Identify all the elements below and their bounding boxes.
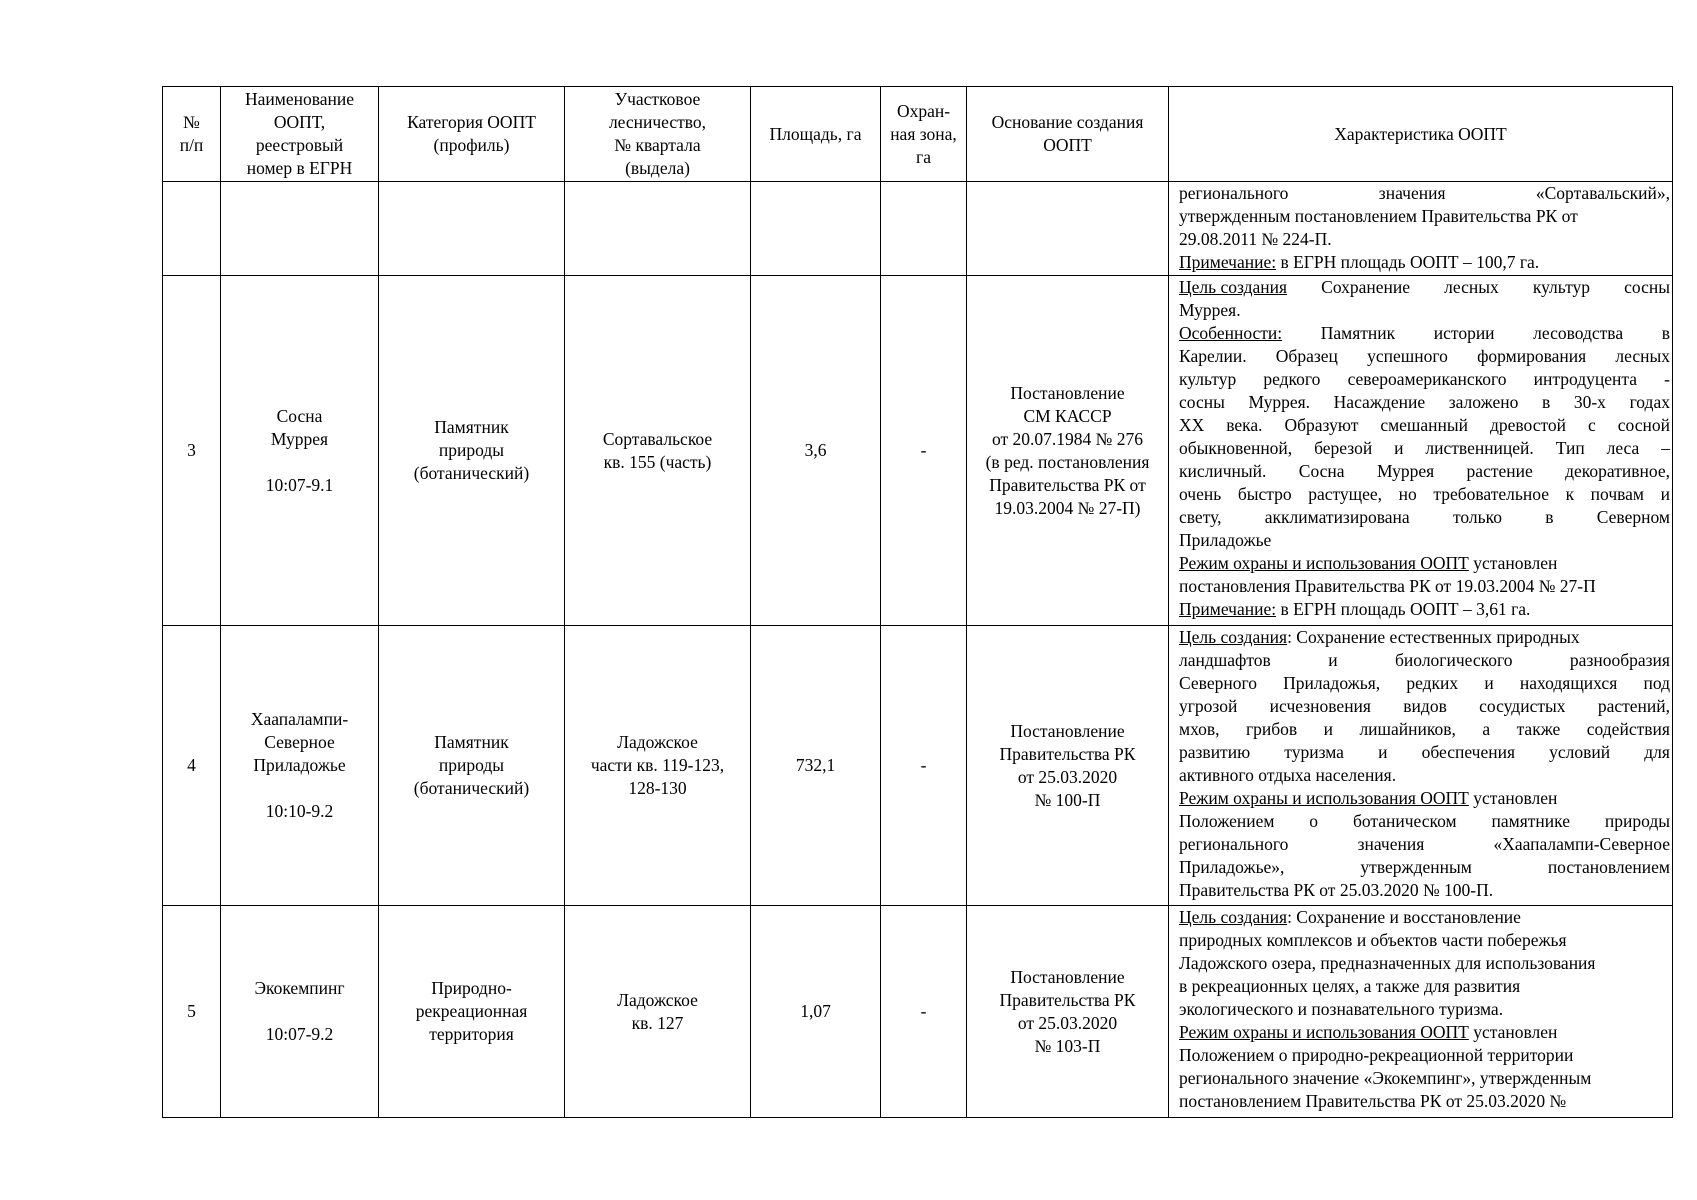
- char-line: Положением о природно-рекреационной территории: [1179, 1045, 1574, 1065]
- char-line: обыкновенной, березой и лиственницей. Тип леса –: [1179, 438, 1670, 458]
- char-line: Цель создания: Сохранение естественных природных: [1179, 627, 1580, 647]
- row-basis: Постановление СМ КАССР от 20.07.1984 № 276 (в ред. постановления Правительства РК от 19.03.2004 № 27-П): [967, 276, 1169, 626]
- row-zone: -: [881, 626, 967, 906]
- row-name: Сосна Муррея 10:07-9.1: [221, 276, 379, 626]
- char-line: регионального значение «Экокемпинг», утвержденным: [1179, 1068, 1592, 1088]
- char-cell: [1169, 906, 1673, 1118]
- char-line: угрозой исчезновения видов сосудистых растений,: [1179, 696, 1670, 716]
- char-line: сосны Муррея. Насаждение заложено в 30-х годах: [1179, 392, 1670, 412]
- row-reg-number: 10:10-9.2: [265, 801, 334, 821]
- row-num: 3: [163, 276, 221, 626]
- char-line: ландшафтов и биологического разнообразия: [1179, 650, 1670, 670]
- char-line: Режим охраны и использования ООПТ установлен: [1179, 553, 1558, 573]
- row-name: Хаапалампи- Северное Приладожье 10:10-9.2: [221, 626, 379, 906]
- char-line: свету, акклиматизирована только в Северном: [1179, 507, 1670, 527]
- char-line: Правительства РК от 25.03.2020 № 100-П.: [1179, 880, 1494, 900]
- row-basis: Постановление Правительства РК от 25.03.2020 № 103-П: [967, 906, 1169, 1118]
- row-reg-number: 10:07-9.2: [265, 1024, 334, 1044]
- char-line: 29.08.2011 № 224-П.: [1179, 229, 1332, 249]
- row-category: Природно- рекреационная территория: [379, 906, 565, 1118]
- char-line: Режим охраны и использования ООПТ установлен: [1179, 1022, 1558, 1042]
- char-cell: [1169, 276, 1673, 626]
- char-line: постановлением Правительства РК от 25.03.2020 №: [1179, 1091, 1567, 1111]
- char-line: Карелии. Образец успешного формирования лесных: [1179, 346, 1670, 366]
- char-line: регионального значения «Хаапалампи-Северное: [1179, 834, 1670, 854]
- row-num: 5: [163, 906, 221, 1118]
- header-area: Площадь, га: [751, 87, 881, 182]
- header-category: Категория ООПТ (профиль): [379, 87, 565, 182]
- char-line: регионального значения «Сортавальский»,: [1179, 183, 1670, 203]
- char-line: постановления Правительства РК от 19.03.2004 № 27-П: [1179, 576, 1596, 596]
- row-category: Памятник природы (ботанический): [379, 276, 565, 626]
- row-category: Памятник природы (ботанический): [379, 626, 565, 906]
- char-line: мхов, грибов и лишайников, а также содействия: [1179, 719, 1670, 739]
- char-line: кисличный. Сосна Муррея растение декоративное,: [1179, 461, 1670, 481]
- char-cell-continuation: [1169, 182, 1673, 276]
- char-line: Приладожье: [1179, 530, 1272, 550]
- table-row-3: [163, 276, 1673, 626]
- header-name: Наименование ООПТ, реестровый номер в ЕГРН: [221, 87, 379, 182]
- row-zone: -: [881, 276, 967, 626]
- char-line: очень быстро растущее, но требовательное к почвам и: [1179, 484, 1670, 504]
- char-line: Примечание: в ЕГРН площадь ООПТ – 3,61 га.: [1179, 599, 1531, 619]
- row-forestry: Сортавальское кв. 155 (часть): [565, 276, 751, 626]
- char-line: развитию туризма и обеспечения условий для: [1179, 742, 1670, 762]
- row-zone: -: [881, 906, 967, 1118]
- char-line: XX века. Образуют смешанный древостой с сосной: [1179, 415, 1670, 435]
- table-row-4: [163, 626, 1673, 906]
- char-line: природных комплексов и объектов части побережья: [1179, 930, 1567, 950]
- char-line: экологического и познавательного туризма.: [1179, 999, 1504, 1019]
- row-name: Экокемпинг 10:07-9.2: [221, 906, 379, 1118]
- header-basis: Основание создания ООПТ: [967, 87, 1169, 182]
- char-line: Положением о ботаническом памятнике природы: [1179, 811, 1670, 831]
- table-row-continuation: [163, 182, 1673, 276]
- char-line: Приладожье», утвержденным постановлением: [1179, 857, 1670, 877]
- char-line: Особенности: Памятник истории лесоводства в: [1179, 323, 1670, 343]
- char-line: Примечание: в ЕГРН площадь ООПТ – 100,7 га.: [1179, 252, 1540, 272]
- header-row: [163, 87, 1673, 182]
- char-line: Цель создания Сохранение лесных культур сосны: [1179, 277, 1670, 297]
- header-zone: Охран- ная зона, га: [881, 87, 967, 182]
- char-line: Северного Приладожья, редких и находящихся под: [1179, 673, 1670, 693]
- header-char: Характеристика ООПТ: [1169, 87, 1673, 182]
- char-line: Муррея.: [1179, 300, 1241, 320]
- row-area: 1,07: [751, 906, 881, 1118]
- char-line: в рекреационных целях, а также для развития: [1179, 976, 1521, 996]
- char-line: Ладожского озера, предназначенных для использования: [1179, 953, 1596, 973]
- oopt-table: [162, 86, 1673, 1118]
- row-area: 732,1: [751, 626, 881, 906]
- char-line: культур редкого североамериканского интродуцента -: [1179, 369, 1670, 389]
- char-line: Режим охраны и использования ООПТ установлен: [1179, 788, 1558, 808]
- row-forestry: Ладожское части кв. 119-123, 128-130: [565, 626, 751, 906]
- char-line: активного отдыха населения.: [1179, 765, 1397, 785]
- char-line: Цель создания: Сохранение и восстановление: [1179, 907, 1521, 927]
- char-cell: [1169, 626, 1673, 906]
- row-reg-number: 10:07-9.1: [265, 474, 334, 495]
- row-forestry: Ладожское кв. 127: [565, 906, 751, 1118]
- table-row-5: [163, 906, 1673, 1118]
- header-num: № п/п: [163, 87, 221, 182]
- row-area: 3,6: [751, 276, 881, 626]
- header-forestry: Участковое лесничество, № квартала (выдела): [565, 87, 751, 182]
- row-basis: Постановление Правительства РК от 25.03.2020 № 100-П: [967, 626, 1169, 906]
- row-num: 4: [163, 626, 221, 906]
- char-line: утвержденным постановлением Правительства РК от: [1179, 206, 1578, 226]
